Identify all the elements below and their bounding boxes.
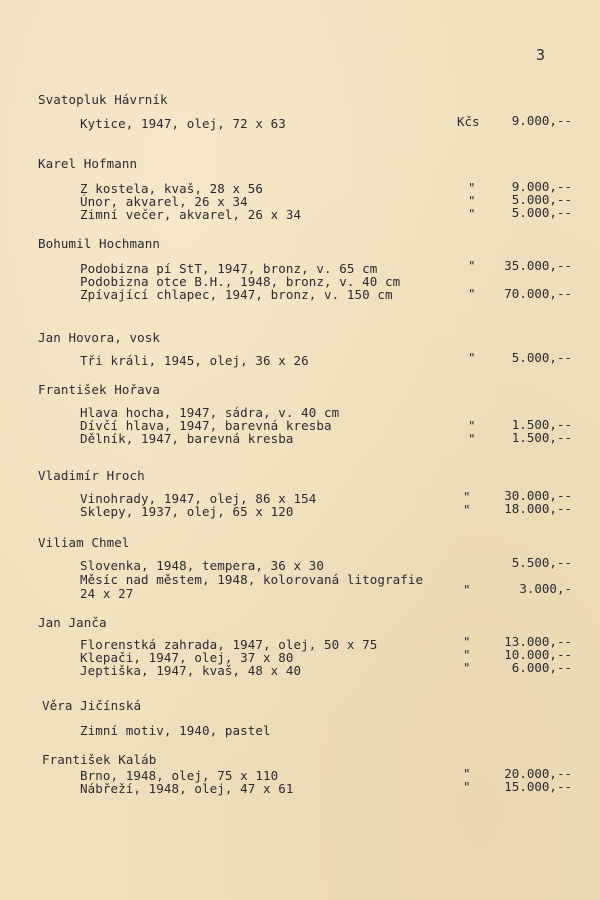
artist-name: Karel Hofmann [38, 156, 138, 171]
price-value: 3.000,- [519, 581, 572, 596]
price-value: 9.000,-- [511, 113, 572, 128]
artwork-entry: Klepači, 1947, olej, 37 x 80 [80, 650, 294, 665]
ditto-mark: " [463, 660, 471, 675]
artwork-entry: Zimní večer, akvarel, 26 x 34 [80, 207, 302, 222]
price-value: 15.000,-- [504, 779, 572, 794]
artwork-entry: Dělník, 1947, barevná kresba [80, 431, 294, 446]
price-value: 5.500,-- [511, 555, 572, 570]
ditto-mark: " [468, 418, 476, 433]
ditto-mark: " [463, 489, 471, 504]
ditto-mark: " [468, 350, 476, 365]
page-number: 3 [536, 46, 546, 64]
artwork-entry: Hlava hocha, 1947, sádra, v. 40 cm [80, 405, 340, 420]
price-value: 30.000,-- [504, 488, 572, 503]
ditto-mark: " [468, 180, 476, 195]
artwork-entry: Brno, 1948, olej, 75 x 110 [80, 768, 279, 783]
ditto-mark: " [463, 766, 471, 781]
artwork-entry: Vinohrady, 1947, olej, 86 x 154 [80, 491, 317, 506]
artist-name: Svatopluk Hávrník [38, 92, 168, 107]
ditto-mark: " [463, 582, 471, 597]
artwork-entry: Florenstká zahrada, 1947, olej, 50 x 75 [80, 637, 378, 652]
price-value: 9.000,-- [511, 179, 572, 194]
artwork-entry: Zpívající chlapec, 1947, bronz, v. 150 cm [80, 287, 393, 302]
artwork-entry: Únor, akvarel, 26 x 34 [80, 194, 248, 209]
artwork-entry: Dívčí hlava, 1947, barevná kresba [80, 418, 332, 433]
ditto-mark: " [463, 779, 471, 794]
price-value: 18.000,-- [504, 501, 572, 516]
price-value: 1.500,-- [511, 430, 572, 445]
artist-name: Viliam Chmel [38, 535, 130, 550]
currency-label: Kčs [457, 114, 480, 129]
price-value: 6.000,-- [511, 660, 572, 675]
artwork-entry: Podobizna pí StT, 1947, bronz, v. 65 cm [80, 261, 378, 276]
artwork-entry: 24 x 27 [80, 586, 134, 601]
price-value: 5.000,-- [511, 205, 572, 220]
artwork-entry: Tři králi, 1945, olej, 36 x 26 [80, 353, 309, 368]
artist-name: František Kaláb [42, 752, 157, 767]
price-value: 5.000,-- [511, 192, 572, 207]
artist-name: Jan Hovora, vosk [38, 330, 161, 345]
artist-name: Jan Janča [38, 615, 107, 630]
ditto-mark: " [463, 647, 471, 662]
artwork-entry: Podobizna otce B.H., 1948, bronz, v. 40 cm [80, 274, 401, 289]
ditto-mark: " [468, 193, 476, 208]
price-value: 5.000,-- [511, 350, 572, 365]
ditto-mark: " [463, 634, 471, 649]
artwork-entry: Slovenka, 1948, tempera, 36 x 30 [80, 558, 325, 573]
artwork-entry: Zimní motiv, 1940, pastel [80, 723, 271, 738]
artwork-entry: Měsíc nad městem, 1948, kolorovaná litografie [80, 572, 424, 587]
artist-name: František Hořava [38, 382, 161, 397]
price-value: 13.000,-- [504, 634, 572, 649]
ditto-mark: " [468, 258, 476, 273]
artwork-entry: Jeptiška, 1947, kvaš, 48 x 40 [80, 663, 302, 678]
artist-name: Vladimír Hroch [38, 468, 145, 483]
price-value: 35.000,-- [504, 258, 572, 273]
price-value: 70.000,-- [504, 286, 572, 301]
ditto-mark: " [463, 502, 471, 517]
artwork-entry: Sklepy, 1937, olej, 65 x 120 [80, 504, 294, 519]
artwork-entry: Nábřeží, 1948, olej, 47 x 61 [80, 781, 294, 796]
ditto-mark: " [468, 206, 476, 221]
ditto-mark: " [468, 286, 476, 301]
artwork-entry: Z kostela, kvaš, 28 x 56 [80, 181, 264, 196]
artist-name: Bohumil Hochmann [38, 236, 161, 251]
artist-name: Věra Jičínská [42, 698, 142, 713]
price-value: 1.500,-- [511, 417, 572, 432]
price-value: 10.000,-- [504, 647, 572, 662]
ditto-mark: " [468, 431, 476, 446]
artwork-entry: Kytice, 1947, olej, 72 x 63 [80, 116, 286, 131]
price-value: 20.000,-- [504, 766, 572, 781]
